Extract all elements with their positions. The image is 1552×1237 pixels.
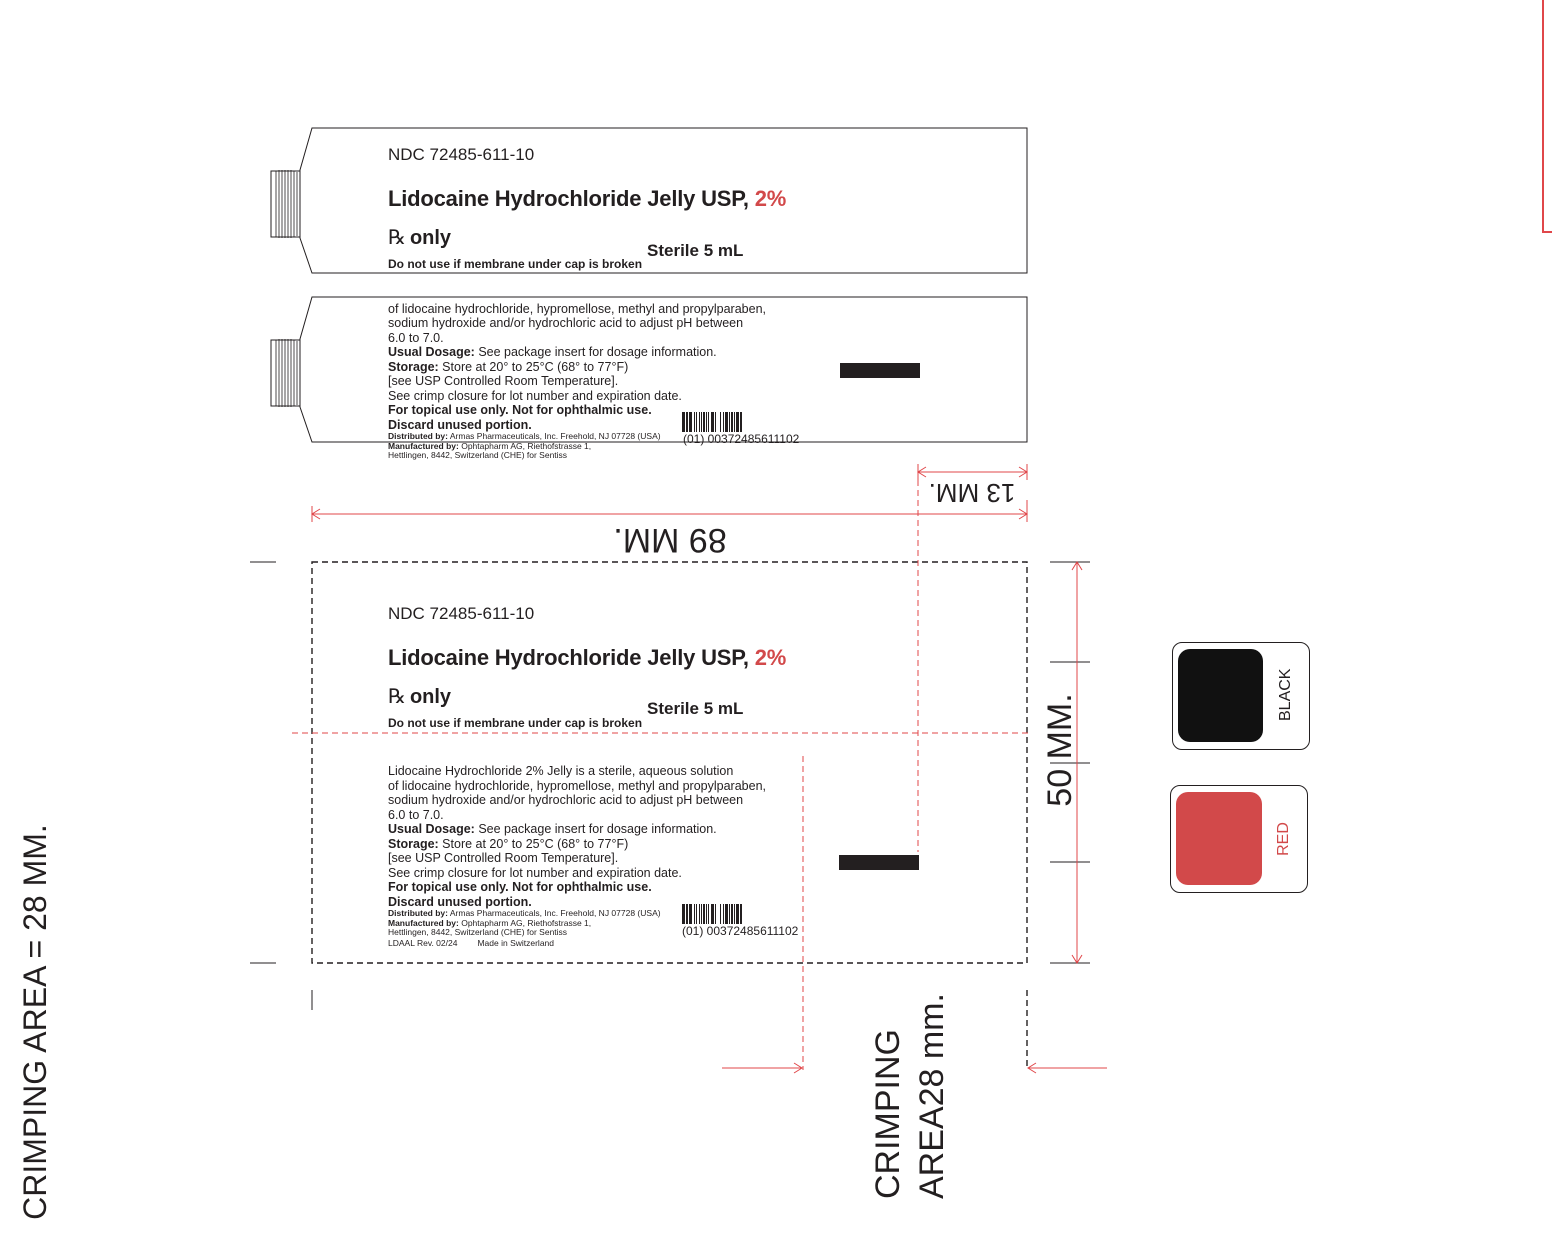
storage-2: [see USP Controlled Room Temperature]. bbox=[388, 374, 619, 388]
title-main: Lidocaine Hydrochloride Jelly USP, bbox=[388, 186, 755, 211]
tube-back-gtin: (01) 00372485611102 bbox=[683, 432, 800, 446]
swatch-black-chip bbox=[1178, 649, 1263, 742]
desc-line: 6.0 to 7.0. bbox=[388, 807, 444, 822]
barcode-bar bbox=[725, 412, 728, 432]
dimension-89mm: 89 MM. bbox=[613, 521, 727, 559]
barcode-bar bbox=[699, 904, 700, 924]
title-strength: 2% bbox=[754, 186, 787, 211]
label-warning: Do not use if membrane under cap is broken bbox=[388, 716, 643, 730]
manufactured: Manufactured by: Ophtapharm AG, Riethofstrasse 1, bbox=[388, 917, 592, 928]
swatch-red-chip bbox=[1176, 792, 1262, 885]
tube-top-warning: Do not use if membrane under cap is broken bbox=[388, 257, 643, 271]
barcode-bar bbox=[701, 412, 702, 432]
barcode-bar bbox=[682, 904, 685, 924]
manufactured-2: Hettlingen, 8442, Switzerland (CHE) for Sentiss bbox=[388, 927, 568, 938]
crimping-area-left: CRIMPING AREA = 28 MM. bbox=[17, 824, 53, 1220]
barcode-bar bbox=[708, 412, 709, 432]
tube-back-barcode bbox=[682, 412, 798, 432]
usual-dosage: Usual Dosage: See package insert for dosage information. bbox=[388, 345, 717, 359]
swatch-black: BLACK bbox=[1172, 642, 1310, 750]
barcode-bar bbox=[715, 904, 716, 924]
rx-symbol-icon: ℞ bbox=[388, 686, 406, 708]
tube-top-rx bbox=[388, 225, 451, 250]
crimp-note: See crimp closure for lot number and expiration date. bbox=[388, 388, 682, 403]
storage-2: [see USP Controlled Room Temperature]. bbox=[388, 851, 619, 865]
tube-top-title bbox=[388, 186, 786, 212]
label-black-bar bbox=[839, 855, 919, 870]
distributed: Distributed by: Armas Pharmaceuticals, Inc. Freehold, NJ 07728 (USA) bbox=[388, 908, 661, 918]
rx-symbol-icon: ℞ bbox=[388, 227, 406, 249]
barcode-bar bbox=[740, 904, 742, 924]
corner-mark bbox=[1543, 0, 1552, 232]
barcode-bar bbox=[740, 412, 742, 432]
barcode-bar bbox=[731, 412, 733, 432]
label-barcode bbox=[682, 904, 798, 924]
barcode-bar bbox=[706, 412, 707, 432]
barcode-bar bbox=[720, 904, 721, 924]
barcode-bar bbox=[686, 412, 688, 432]
barcode-bar bbox=[701, 904, 702, 924]
barcode-bar bbox=[696, 904, 697, 924]
dimension-50mm: 50 MM. bbox=[1041, 693, 1079, 807]
tube-top-ndc: NDC 72485-611-10 bbox=[388, 145, 535, 164]
label-gtin: (01) 00372485611102 bbox=[682, 924, 799, 938]
barcode-bar bbox=[734, 412, 735, 432]
swatch-red: RED bbox=[1170, 785, 1308, 893]
barcode-bar bbox=[703, 412, 705, 432]
tube-back-content bbox=[313, 298, 1026, 461]
lot-line: LDAAL Rev. 02/24 Made in Switzerland bbox=[388, 937, 555, 948]
storage: Storage: Store at 20° to 25°C (68° to 77°F) bbox=[388, 359, 629, 374]
crimping-area-bottom: CRIMPING AREA28 mm. bbox=[869, 993, 951, 1199]
barcode-bar bbox=[689, 904, 692, 924]
barcode-bar bbox=[723, 412, 724, 432]
barcode-bar bbox=[711, 904, 714, 924]
barcode-bar bbox=[729, 904, 730, 924]
label-sterile: Sterile 5 mL bbox=[647, 699, 744, 718]
desc-line: of lidocaine hydrochloride, hypromellose, methyl and propylparaben, bbox=[388, 301, 766, 316]
barcode-bar bbox=[706, 904, 707, 924]
topical: For topical use only. Not for ophthalmic use. bbox=[388, 880, 652, 894]
barcode-bar bbox=[711, 412, 714, 432]
title-main: Lidocaine Hydrochloride Jelly USP, bbox=[388, 645, 755, 670]
barcode-bar bbox=[694, 412, 695, 432]
barcode-bar bbox=[736, 904, 739, 924]
barcode-bar bbox=[686, 904, 688, 924]
barcode-bar bbox=[723, 904, 724, 924]
distributed: Distributed by: Armas Pharmaceuticals, Inc. Freehold, NJ 07728 (USA) bbox=[388, 431, 661, 441]
title-strength: 2% bbox=[754, 645, 787, 670]
desc-line: of lidocaine hydrochloride, hypromellose, methyl and propylparaben, bbox=[388, 778, 766, 793]
dimension-13mm: 13 MM. bbox=[928, 478, 1016, 508]
barcode-bar bbox=[703, 904, 705, 924]
rx-only: only bbox=[409, 686, 452, 708]
label-title bbox=[388, 645, 786, 671]
barcode-bar bbox=[699, 412, 700, 432]
barcode-bar bbox=[731, 904, 733, 924]
crimp-note: See crimp closure for lot number and expiration date. bbox=[388, 865, 682, 880]
label-ndc: NDC 72485-611-10 bbox=[388, 604, 535, 623]
barcode-bar bbox=[696, 412, 697, 432]
usual-dosage: Usual Dosage: See package insert for dosage information. bbox=[388, 822, 717, 836]
barcode-bar bbox=[736, 412, 739, 432]
discard: Discard unused portion. bbox=[388, 894, 532, 909]
desc-line: sodium hydroxide and/or hydrochloric acid to adjust pH between bbox=[388, 793, 744, 807]
storage: Storage: Store at 20° to 25°C (68° to 77°F) bbox=[388, 836, 629, 851]
barcode-bar bbox=[734, 904, 735, 924]
label-rx bbox=[388, 684, 451, 709]
barcode-bar bbox=[708, 904, 709, 924]
rx-only: only bbox=[409, 227, 452, 249]
desc-line: Lidocaine Hydrochloride 2% Jelly is a sterile, aqueous solution bbox=[388, 764, 734, 778]
desc-line: 6.0 to 7.0. bbox=[388, 330, 444, 345]
barcode-bar bbox=[715, 412, 716, 432]
barcode-bar bbox=[694, 904, 695, 924]
manufactured: Manufactured by: Ophtapharm AG, Riethofstrasse 1, bbox=[388, 440, 592, 451]
desc-line: sodium hydroxide and/or hydrochloric acid to adjust pH between bbox=[388, 316, 744, 330]
barcode-bar bbox=[725, 904, 728, 924]
tube-top-sterile: Sterile 5 mL bbox=[647, 241, 744, 260]
barcode-bar bbox=[720, 412, 721, 432]
barcode-bar bbox=[689, 412, 692, 432]
manufactured-2: Hettlingen, 8442, Switzerland (CHE) for Sentiss bbox=[388, 450, 568, 461]
topical: For topical use only. Not for ophthalmic use. bbox=[388, 403, 652, 417]
barcode-bar bbox=[682, 412, 685, 432]
barcode-bar bbox=[729, 412, 730, 432]
discard: Discard unused portion. bbox=[388, 417, 532, 432]
